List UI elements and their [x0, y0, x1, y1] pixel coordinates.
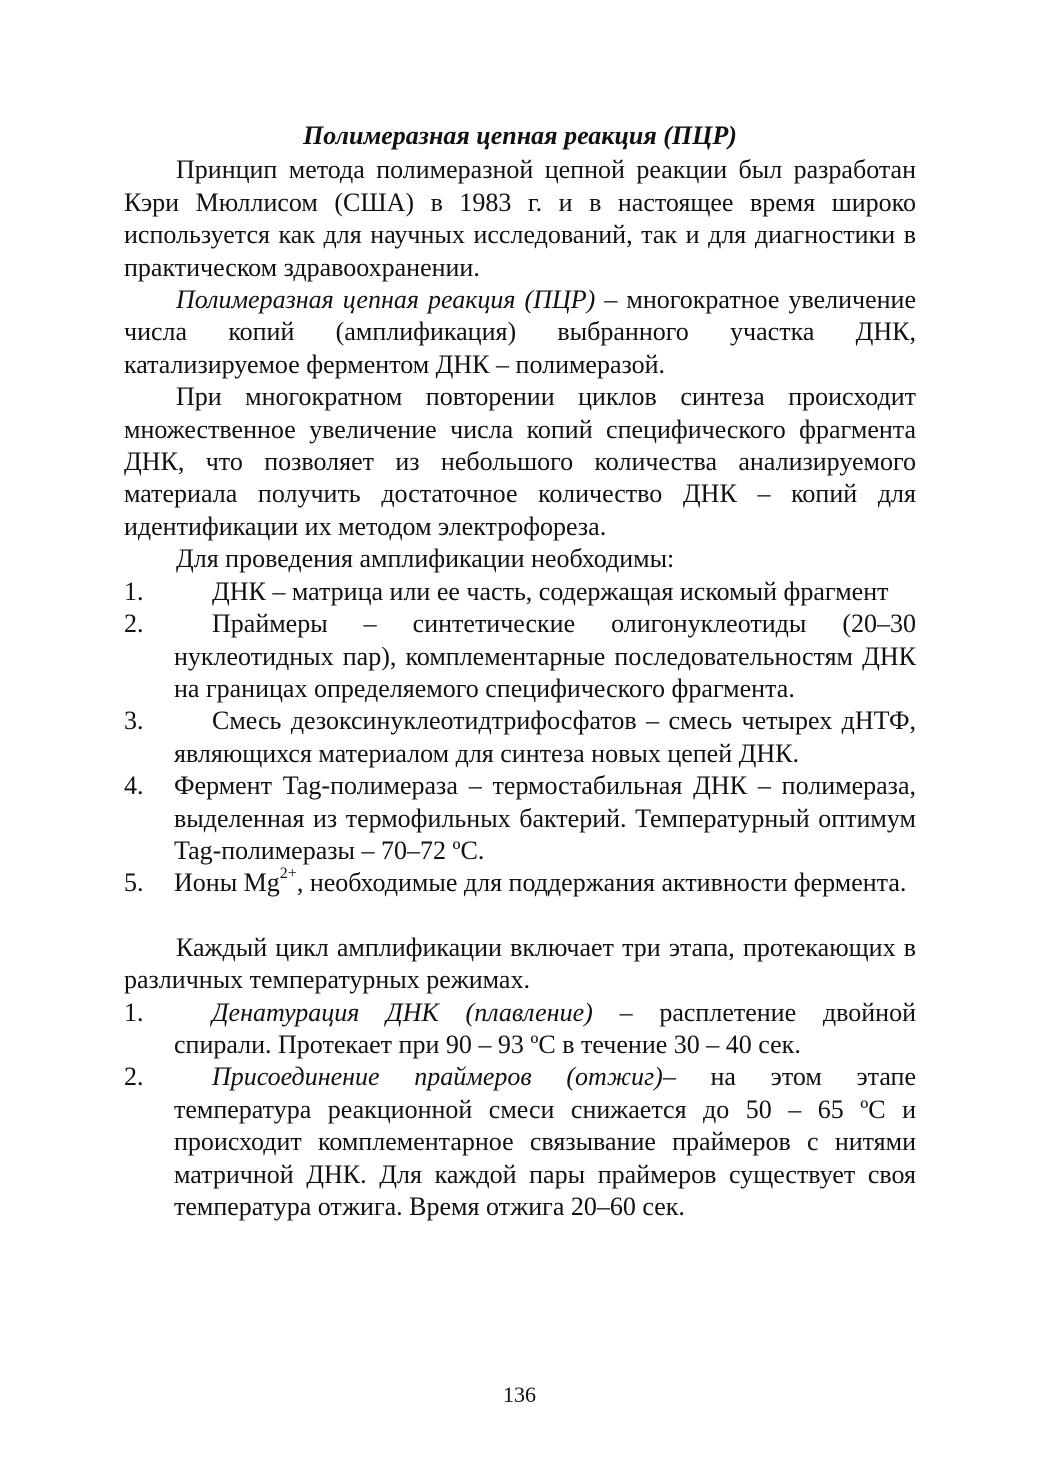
stage-term: Денатурация ДНК (плавление) — [212, 997, 593, 1027]
list-text: Смесь дезоксинуклеотидтрифосфатов – смесь четырех дНТФ, являющихся материалом для синтеза новых цепей ДНК. — [174, 706, 916, 768]
list-item — [124, 705, 916, 770]
list-item — [124, 608, 916, 705]
list-item — [124, 1061, 916, 1223]
list-text: Фермент Tag-полимераза – термостабильная ДНК – полимераза, выделенная из термофильных бактерий. Температурный оптимум Tag-полимеразы – 70–72 ºC. — [174, 771, 916, 865]
paragraph-stages-lead: Каждый цикл амплификации включает три этапа, протекающих в различных температурных режимах. — [124, 932, 916, 995]
definition-text: – многократное увеличение числа копий (амплификация) выбранного участка ДНК, катализируемое ферментом ДНК – полимеразой. — [124, 285, 916, 379]
stage-term: Присоединение праймеров (отжиг) — [212, 1062, 663, 1092]
requirements-list — [124, 576, 916, 900]
list-text: ДНК – матрица или ее часть, содержащая искомый фрагмент — [212, 576, 889, 606]
list-number: 4. — [124, 771, 144, 801]
paragraph-definition — [124, 284, 916, 381]
page-content — [124, 120, 916, 1223]
list-item — [124, 576, 916, 608]
paragraph-requirements-lead: Для проведения амплификации необходимы: — [176, 544, 675, 574]
definition-term: Полимеразная цепная реакция (ПЦР) — [176, 285, 596, 315]
list-item — [124, 867, 916, 899]
stages-list — [124, 997, 916, 1224]
list-number: 3. — [124, 706, 144, 736]
list-text-before: Ионы Mg — [174, 868, 280, 898]
stage-text: – расплетение двойной спирали. Протекает при 90 – 93 ºC в течение 30 – 40 сек. — [174, 997, 916, 1059]
list-item — [124, 997, 916, 1062]
list-number: 2. — [124, 609, 144, 639]
list-number: 1. — [124, 576, 144, 606]
section-title: Полимеразная цепная реакция (ПЦР) — [303, 121, 737, 150]
list-item — [124, 770, 916, 867]
list-number: 5. — [124, 868, 144, 898]
paragraph-cycles: При многократном повторении циклов синтеза происходит множественное увеличение числа копий специфического фрагмента ДНК, что позволяет из небольшого количества анализируемого материала получить достаточное количество ДНК – копий для идентификации их методом электрофореза. — [124, 382, 916, 541]
paragraph-intro: Принцип метода полимеразной цепной реакции был разработан Кэри Мюллисом (США) в 1983 г. и в настоящее время широко используется как для научных исследований, так и для диагностики в практическом здравоохранении. — [124, 155, 916, 282]
list-number: 2. — [124, 1062, 144, 1092]
list-text-after: , необходимые для поддержания активности фермента. — [296, 868, 907, 898]
superscript: 2+ — [279, 865, 297, 883]
page-number: 136 — [503, 1382, 536, 1407]
list-number: 1. — [124, 997, 144, 1027]
stage-text: – на этом этапе температура реакционной смеси снижается до 50 – 65 ºC и происходит комплементарное связывание праймеров с нитями матричной ДНК. Для каждой пары праймеров существует своя температура отжига. Время отжига 20–60 сек. — [174, 1062, 916, 1221]
list-text: Праймеры – синтетические олигонуклеотиды (20–30 нуклеотидных пар), комплементарные последовательностям ДНК на границах определяемого специфического фрагмента. — [174, 609, 916, 703]
